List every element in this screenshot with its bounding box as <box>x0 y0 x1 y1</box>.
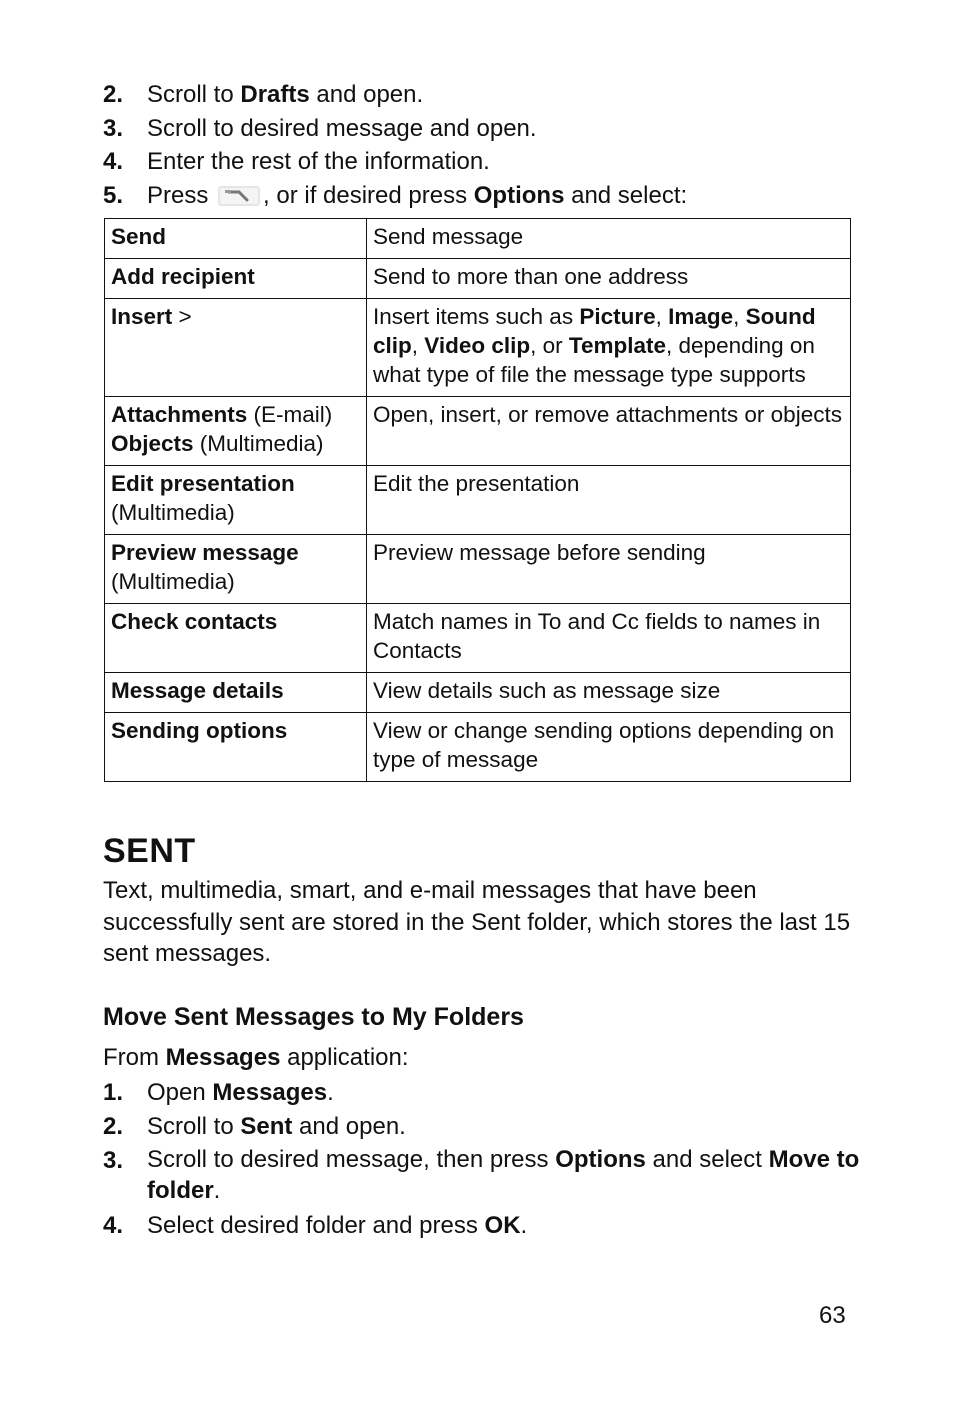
option-name: Insert > <box>105 299 367 397</box>
option-name: Attachments (E-mail) Objects (Multimedia) <box>105 397 367 466</box>
option-description: Edit the presentation <box>367 466 851 535</box>
table-row <box>105 535 851 604</box>
move-steps <box>103 1076 863 1243</box>
option-description: Open, insert, or remove attachments or objects <box>367 397 851 466</box>
table-row <box>105 397 851 466</box>
top-steps <box>103 78 863 212</box>
step-2 <box>103 78 863 112</box>
step-3 <box>103 112 863 146</box>
step-4 <box>103 1209 863 1243</box>
section-paragraph: Text, multimedia, smart, and e-mail messages that have been successfully sent are stored in the Sent folder, which stores the last 15 sent messages. <box>103 877 851 967</box>
step-number: 2. <box>103 81 124 108</box>
option-description: Insert items such as Picture, Image, Sound clip, Video clip, or Template, depending on what type of file the message type supports <box>367 299 851 397</box>
step-number: 3. <box>103 114 124 142</box>
options-table <box>104 218 851 782</box>
table-row <box>105 713 851 782</box>
option-name: Add recipient <box>105 259 367 299</box>
step-2 <box>103 1110 863 1144</box>
option-description: Preview message before sending <box>367 535 851 604</box>
step-number: 4. <box>103 1212 124 1239</box>
option-name: Edit presentation (Multimedia) <box>105 466 367 535</box>
step-number: 2. <box>103 1112 124 1140</box>
step-text: Enter the rest of the information. <box>147 148 490 175</box>
step-number: 5. <box>103 181 124 209</box>
option-name: Preview message (Multimedia) <box>105 535 367 604</box>
step-4 <box>103 145 863 179</box>
table-row <box>105 673 851 713</box>
option-description: View details such as message size <box>367 673 851 713</box>
table-row <box>105 466 851 535</box>
option-name: Sending options <box>105 713 367 782</box>
send-softkey-icon <box>217 184 261 208</box>
option-description: Send to more than one address <box>367 259 851 299</box>
option-description: Send message <box>367 219 851 259</box>
step-text: Press , or if desired press Options and select: <box>147 181 688 209</box>
page-number: 63 <box>819 1302 846 1329</box>
option-description: View or change sending options depending on type of message <box>367 713 851 782</box>
step-5 <box>103 179 863 213</box>
table-row <box>105 604 851 673</box>
step-text: Open Messages. <box>147 1079 334 1106</box>
step-1 <box>103 1076 863 1110</box>
option-description: Match names in To and Cc fields to names in Contacts <box>367 604 851 673</box>
step-number: 4. <box>103 148 124 175</box>
step-text: Select desired folder and press OK. <box>147 1212 528 1239</box>
step-text: Scroll to desired message and open. <box>147 114 537 142</box>
step-number: 3. <box>103 1147 124 1174</box>
section-heading: SENT <box>103 832 196 870</box>
option-name: Message details <box>105 673 367 713</box>
subsection-heading: Move Sent Messages to My Folders <box>103 1003 524 1031</box>
from-line: From Messages application: <box>103 1044 409 1071</box>
step-text: Scroll to Drafts and open. <box>147 81 424 108</box>
option-name: Send <box>105 219 367 259</box>
step-3 <box>103 1143 863 1206</box>
table-row <box>105 299 851 397</box>
table-row <box>105 259 851 299</box>
step-text: Scroll to desired message, then press Options and select Move to folder. <box>147 1146 860 1204</box>
table-row <box>105 219 851 259</box>
step-text: Scroll to Sent and open. <box>147 1112 406 1140</box>
option-name: Check contacts <box>105 604 367 673</box>
step-number: 1. <box>103 1079 124 1106</box>
